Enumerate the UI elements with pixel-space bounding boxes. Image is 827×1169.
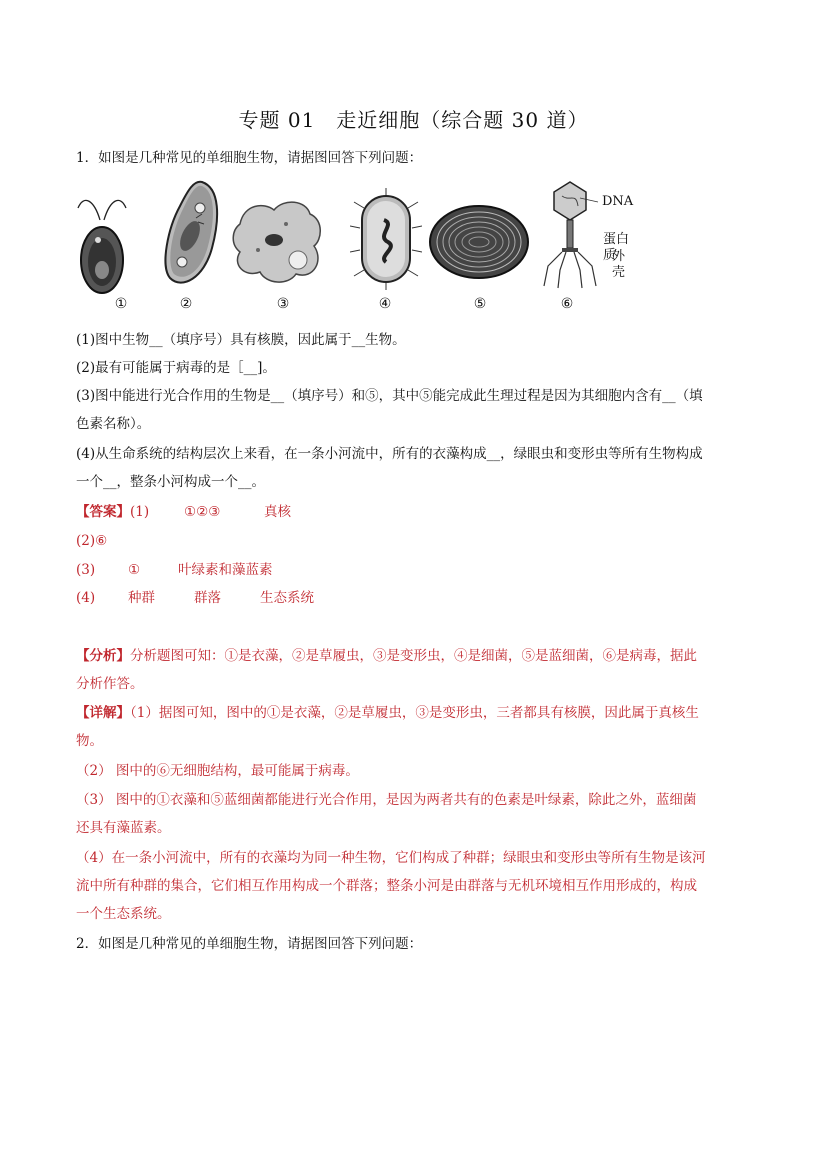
- answer-tag: 【答案】: [76, 504, 130, 520]
- detail-line-4-end: 一个生态系统。: [76, 906, 171, 922]
- answer-3-num: (3): [76, 562, 96, 578]
- sub-question-1: (1)图中生物__（填序号）具有核膜，因此属于__生物。: [76, 332, 406, 348]
- sub-question-4-cont: 一个__，整条小河构成一个__。: [76, 474, 265, 490]
- detail-1-text: （1）据图可知，图中的①是衣藻，②是草履虫，③是变形虫，三者都具有核膜，因此属于真核生: [130, 705, 699, 721]
- detail-line-3-cont: 还具有藻蓝素。: [76, 820, 171, 836]
- answer-1-a: ①②③: [184, 504, 221, 520]
- answer-3-b: 叶绿素和藻蓝素: [178, 562, 273, 578]
- paramecium-illustration: [162, 178, 222, 290]
- figure-label-1: ①: [114, 296, 128, 312]
- bacterium-illustration: [350, 188, 422, 290]
- detail-line-3: （3） 图中的①衣藻和⑤蓝细菌都能进行光合作用，是因为两者共有的色素是叶绿素，除此之外，蓝细菌: [76, 792, 697, 808]
- answer-1-num: (1): [130, 504, 150, 520]
- detail-line-1-cont: 物。: [76, 733, 103, 749]
- organism-figure: [76, 178, 636, 316]
- figure-label-2: ②: [179, 296, 193, 312]
- detail-line-2: （2） 图中的⑥无细胞结构，最可能属于病毒。: [76, 763, 359, 779]
- figure-label-6: ⑥: [560, 296, 574, 312]
- analysis-text: 分析题图可知：①是衣藻，②是草履虫，③是变形虫，④是细菌，⑤是蓝细菌，⑥是病毒，据此: [130, 648, 697, 664]
- dna-label: DNA: [602, 194, 634, 209]
- analysis-line-1: [76, 642, 756, 670]
- analysis-tag: 【分析】: [76, 648, 130, 664]
- answer-4-a: 种群: [128, 590, 155, 606]
- answer-row-1: [76, 498, 756, 526]
- analysis-line-2: 分析作答。: [76, 676, 144, 692]
- answer-4-c: 生态系统: [260, 590, 314, 606]
- sub-question-4: (4)从生命系统的结构层次上来看，在一条小河流中，所有的衣藻构成__，绿眼虫和变形虫等所有生物构成: [76, 446, 703, 462]
- sub-question-3-cont: 色素名称）。: [76, 416, 151, 432]
- answer-row-3: [76, 556, 756, 584]
- detail-line-4: （4）在一条小河流中，所有的衣藻均为同一种生物，它们构成了种群；绿眼虫和变形虫等所有生物是该河: [76, 850, 706, 866]
- figure-label-3: ③: [276, 296, 290, 312]
- sub-question-2: (2)最有可能属于病毒的是［__]。: [76, 360, 276, 376]
- detail-line-1: [76, 699, 756, 727]
- answer-row-4: [76, 584, 756, 612]
- question-2-stem: 2．如图是几种常见的单细胞生物，请据图回答下列问题：: [76, 936, 423, 952]
- detail-line-4-cont: 流中所有种群的集合，它们相互作用构成一个群落；整条小河是由群落与无机环境相互作用形成的，构成: [76, 878, 697, 894]
- detail-tag: 【详解】: [76, 705, 130, 721]
- sub-question-3: (3)图中能进行光合作用的生物是__（填序号）和⑤，其中⑤能完成此生理过程是因为其细胞内含有__（填: [76, 388, 703, 404]
- answer-row-2: [76, 527, 756, 555]
- figure-label-4: ④: [378, 296, 392, 312]
- chlamydomonas-illustration: [76, 190, 128, 295]
- cyanobacterium-illustration: [428, 204, 530, 280]
- protein-label-line1: 蛋白质: [603, 232, 630, 263]
- answer-4-b: 群落: [194, 590, 221, 606]
- protein-label-line2: 外壳: [612, 249, 626, 280]
- question-1-stem: 1．如图是几种常见的单细胞生物，请据图回答下列问题：: [76, 150, 423, 166]
- answer-3-a: ①: [128, 562, 141, 578]
- amoeba-illustration: [230, 194, 326, 286]
- page-title: 专题 01 走近细胞（综合题 30 道）: [238, 108, 589, 132]
- answer-2: (2)⑥: [76, 533, 108, 549]
- answer-1-b: 真核: [264, 504, 291, 520]
- answer-4-num: (4): [76, 590, 96, 606]
- bacteriophage-illustration: [540, 178, 600, 290]
- figure-label-5: ⑤: [473, 296, 487, 312]
